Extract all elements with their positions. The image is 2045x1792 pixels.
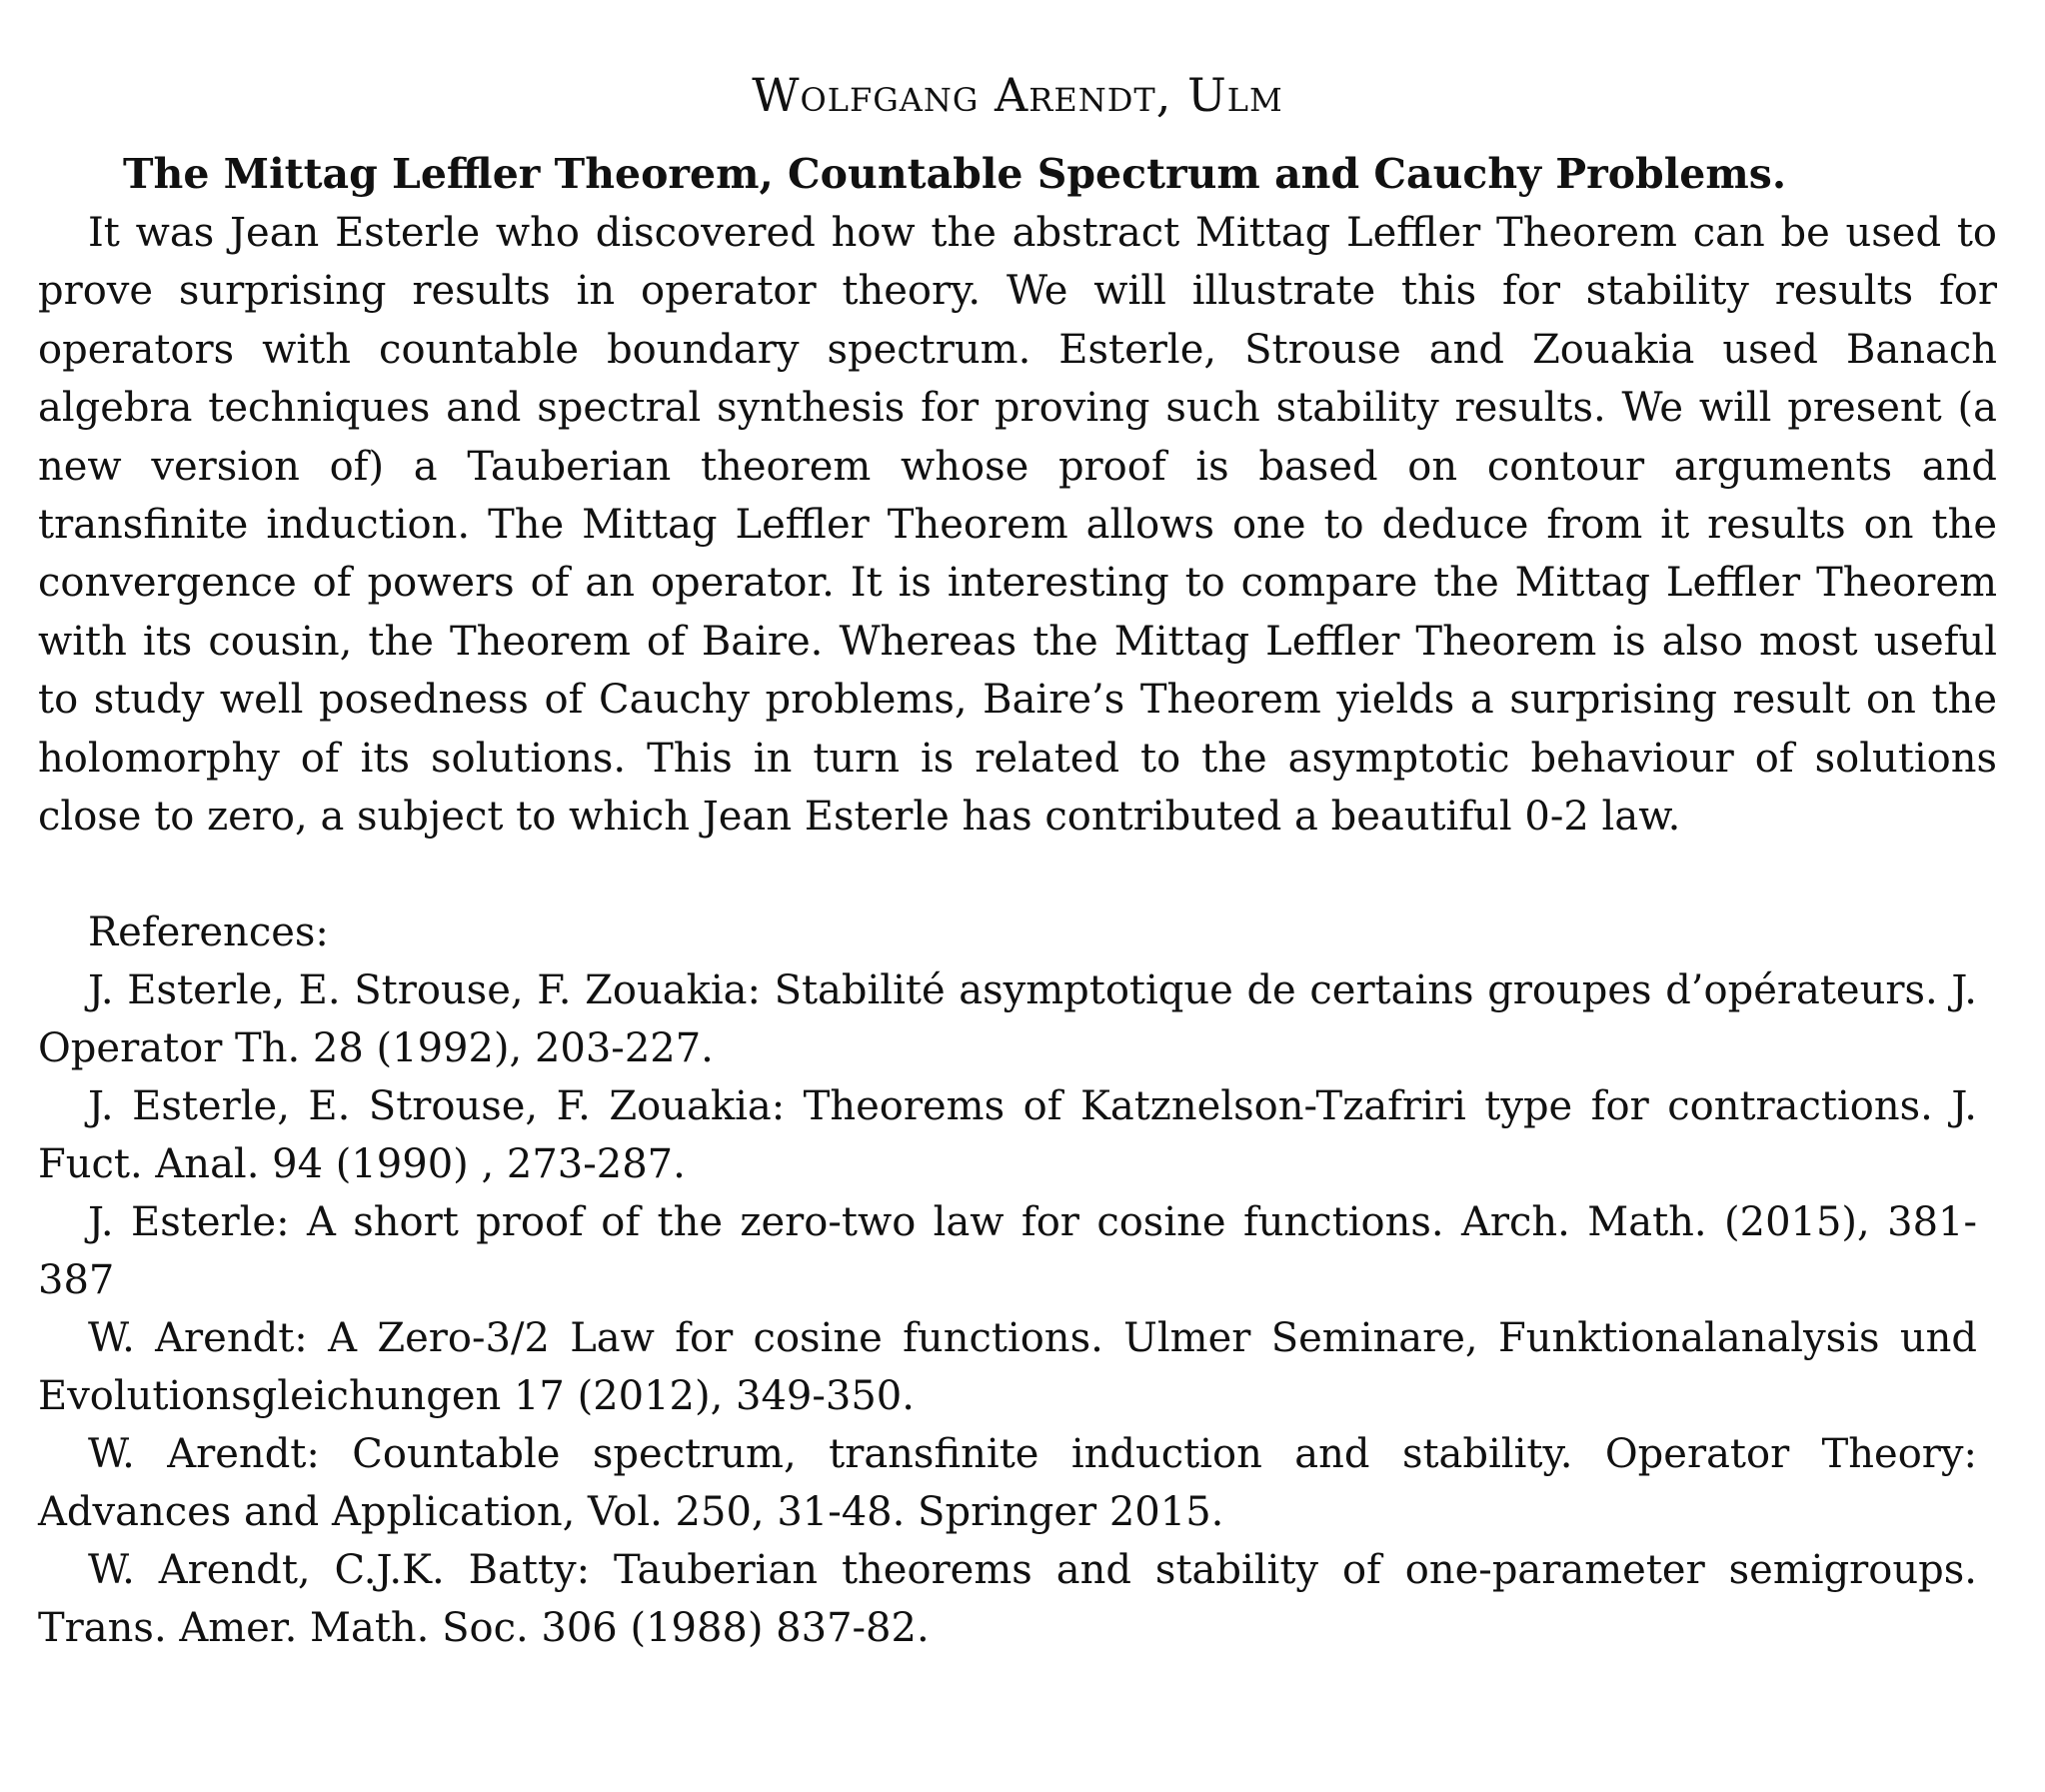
references-heading: References:: [88, 909, 329, 956]
reference-item: J. Esterle, E. Strouse, F. Zouakia: Stabilité asymptotique de certains groupes d’opérateurs. J. Operator Th. 28 (1992), 203-227.: [38, 967, 1977, 1072]
reference-item: J. Esterle: A short proof of the zero-two law for cosine functions. Arch. Math. (2015), 381-387: [38, 1199, 1977, 1304]
references-section: [38, 903, 1997, 1657]
author-line: Wolfgang Arendt, Ulm: [752, 68, 1283, 122]
reference-item: W. Arendt: Countable spectrum, transfinite induction and stability. Operator Theory: Advances and Application, Vol. 250, 31-48. Springer 2015.: [38, 1431, 1977, 1536]
reference-item: W. Arendt, C.J.K. Batty: Tauberian theorems and stability of one-parameter semigroups. Trans. Amer. Math. Soc. 306 (1988) 837-82.: [38, 1547, 1977, 1652]
abstract-paragraph: It was Jean Esterle who discovered how the abstract Mittag Leffler Theorem can be used to prove surprising results in operator theory. We will illustrate this for stability results for operators with countable boundary spectrum. Esterle, Strouse and Zouakia used Banach algebra techniques and spectral synthesis for proving such stability results. We will present (a new version of) a Tauberian theorem whose proof is based on contour arguments and transfinite induction. The Mittag Leffler Theorem allows one to deduce from it results on the convergence of powers of an operator. It is interesting to compare the Mittag Leffler Theorem with its cousin, the Theorem of Baire. Whereas the Mittag Leffler Theorem is also most useful to study well posedness of Cauchy problems, Baire’s Theorem yields a surprising result on the holomorphy of its solutions. This in turn is related to the asymptotic behaviour of solutions close to zero, a subject to which Jean Esterle has contributed a beautiful 0-2 law.: [38, 210, 1997, 841]
reference-item: J. Esterle, E. Strouse, F. Zouakia: Theorems of Katznelson-Tzafriri type for contractions. J. Fuct. Anal. 94 (1990) , 273-287.: [38, 1083, 1977, 1188]
article-title: The Mittag Leffler Theorem, Countable Spectrum and Cauchy Problems.: [123, 150, 1787, 198]
reference-item: W. Arendt: A Zero-3/2 Law for cosine functions. Ulmer Seminare, Funktionalanalysis und Evolutionsgleichungen 17 (2012), 349-350.: [38, 1315, 1977, 1420]
document-page: [38, 70, 1997, 1657]
